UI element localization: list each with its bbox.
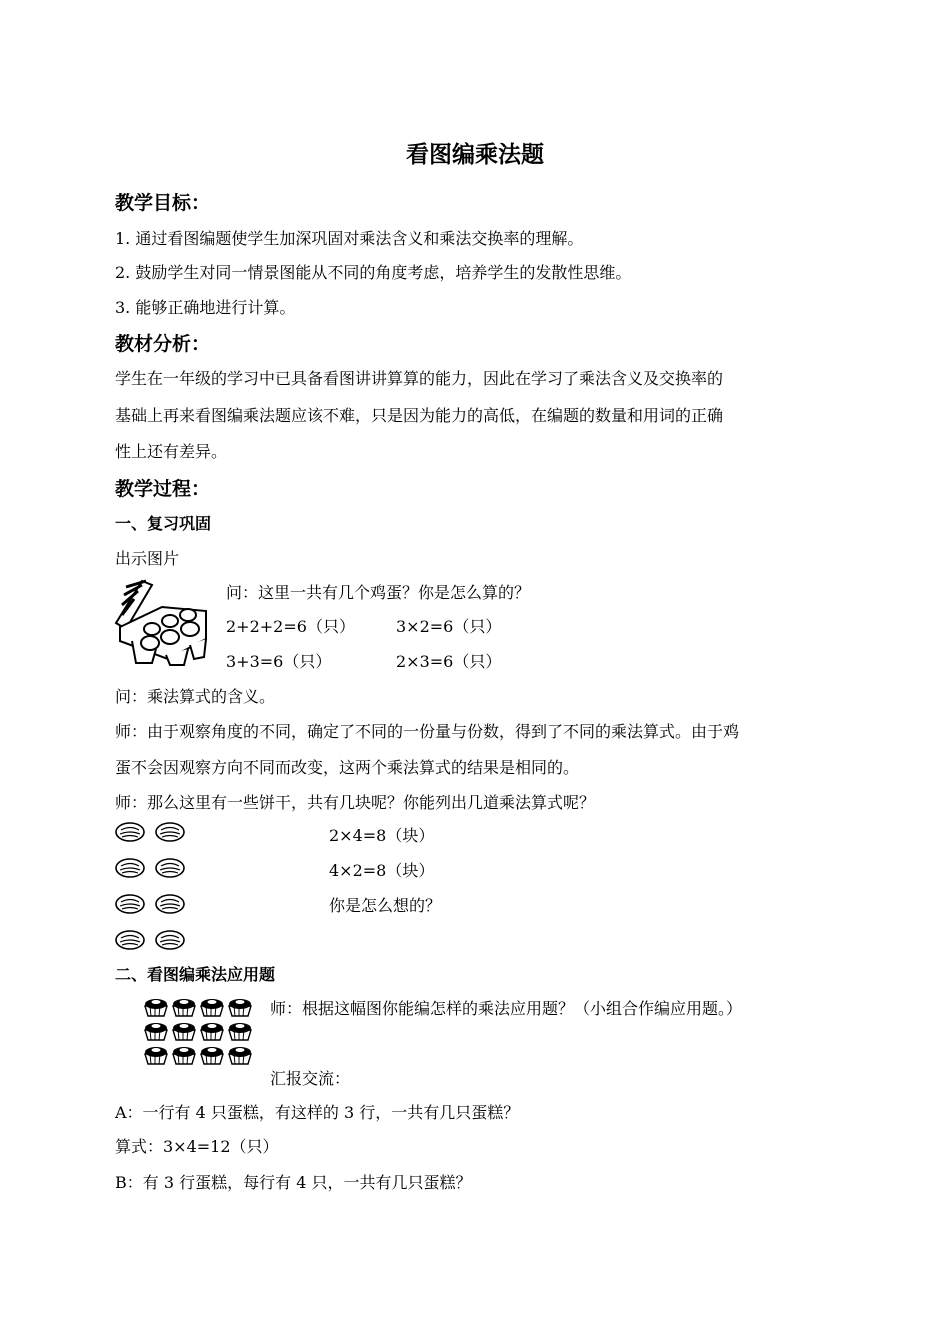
meaning-question: 问：乘法算式的含义。 bbox=[115, 687, 276, 706]
egg-equation: 3×2=6（只） bbox=[396, 617, 502, 636]
cake-icon bbox=[201, 999, 223, 1016]
biscuit-question: 师：那么这里有一些饼干，共有几块呢？你能列出几道乘法算式呢？ bbox=[115, 793, 596, 812]
analysis-line: 学生在一年级的学习中已具备看图讲讲算算的能力，因此在学习了乘法含义及交换率的 bbox=[115, 369, 724, 388]
biscuit-icon bbox=[116, 859, 144, 877]
cake-icon bbox=[145, 999, 167, 1016]
formula-text: 算式：3×4=12（只） bbox=[115, 1137, 279, 1156]
objective-item: 1. 通过看图编题使学生加深巩固对乘法含义和乘法交换率的理解。 bbox=[115, 229, 584, 248]
section1-heading: 一、复习巩固 bbox=[115, 514, 212, 533]
teacher-line: 师：由于观察角度的不同，确定了不同的一份量与份数，得到了不同的乘法算式。由于鸡 bbox=[115, 722, 740, 741]
question-b: B：有 3 行蛋糕，每行有 4 只，一共有几只蛋糕？ bbox=[115, 1173, 472, 1192]
teacher-line: 蛋不会因观察方向不同而改变，这两个乘法算式的结果是相同的。 bbox=[115, 758, 580, 777]
objectives-heading: 教学目标： bbox=[115, 192, 211, 214]
biscuit-icon bbox=[116, 931, 144, 949]
biscuit-grid bbox=[114, 820, 194, 960]
biscuit-icon bbox=[156, 823, 184, 841]
cake-icon bbox=[173, 1047, 195, 1064]
process-heading: 教学过程： bbox=[115, 478, 211, 500]
biscuit-equation: 4×2=8（块） bbox=[329, 861, 435, 880]
cake-icon bbox=[229, 1047, 251, 1064]
egg-equation: 3+3=6（只） bbox=[226, 652, 332, 671]
cake-icon bbox=[145, 1023, 167, 1040]
cake-grid bbox=[140, 996, 260, 1072]
analysis-line: 性上还有差异。 bbox=[115, 442, 228, 461]
cake-icon bbox=[229, 1023, 251, 1040]
question-a: A：一行有 4 只蛋糕，有这样的 3 行，一共有几只蛋糕？ bbox=[115, 1103, 520, 1122]
biscuit-icon bbox=[116, 895, 144, 913]
biscuit-icon bbox=[116, 823, 144, 841]
report-text: 汇报交流： bbox=[270, 1069, 351, 1088]
page-title: 看图编乘法题 bbox=[406, 142, 544, 168]
cake-icon bbox=[145, 1047, 167, 1064]
biscuit-equation: 2×4=8（块） bbox=[329, 826, 435, 845]
cake-icon bbox=[173, 1023, 195, 1040]
cake-icon bbox=[229, 999, 251, 1016]
objective-item: 2. 鼓励学生对同一情景图能从不同的角度考虑，培养学生的发散性思维。 bbox=[115, 263, 632, 282]
teacher-prompt: 师：根据这幅图你能编怎样的乘法应用题？（小组合作编应用题。） bbox=[270, 999, 743, 1018]
egg-equation: 2×3=6（只） bbox=[396, 652, 502, 671]
egg-equation: 2+2+2=6（只） bbox=[226, 617, 355, 636]
cake-icon bbox=[201, 1047, 223, 1064]
biscuit-icon bbox=[156, 931, 184, 949]
biscuit-icon bbox=[156, 859, 184, 877]
egg-question: 问：这里一共有几个鸡蛋？你是怎么算的？ bbox=[226, 583, 531, 602]
cake-icon bbox=[173, 999, 195, 1016]
how-think-text: 你是怎么想的？ bbox=[329, 896, 442, 915]
analysis-line: 基础上再来看图编乘法题应该不难，只是因为能力的高低，在编题的数量和用词的正确 bbox=[115, 406, 724, 425]
show-picture-text: 出示图片 bbox=[115, 549, 180, 568]
biscuit-icon bbox=[156, 895, 184, 913]
egg-carton-icon bbox=[112, 575, 212, 670]
section2-heading: 二、看图编乘法应用题 bbox=[115, 965, 276, 984]
objective-item: 3. 能够正确地进行计算。 bbox=[115, 298, 296, 317]
analysis-heading: 教材分析： bbox=[115, 333, 211, 355]
cake-icon bbox=[201, 1023, 223, 1040]
